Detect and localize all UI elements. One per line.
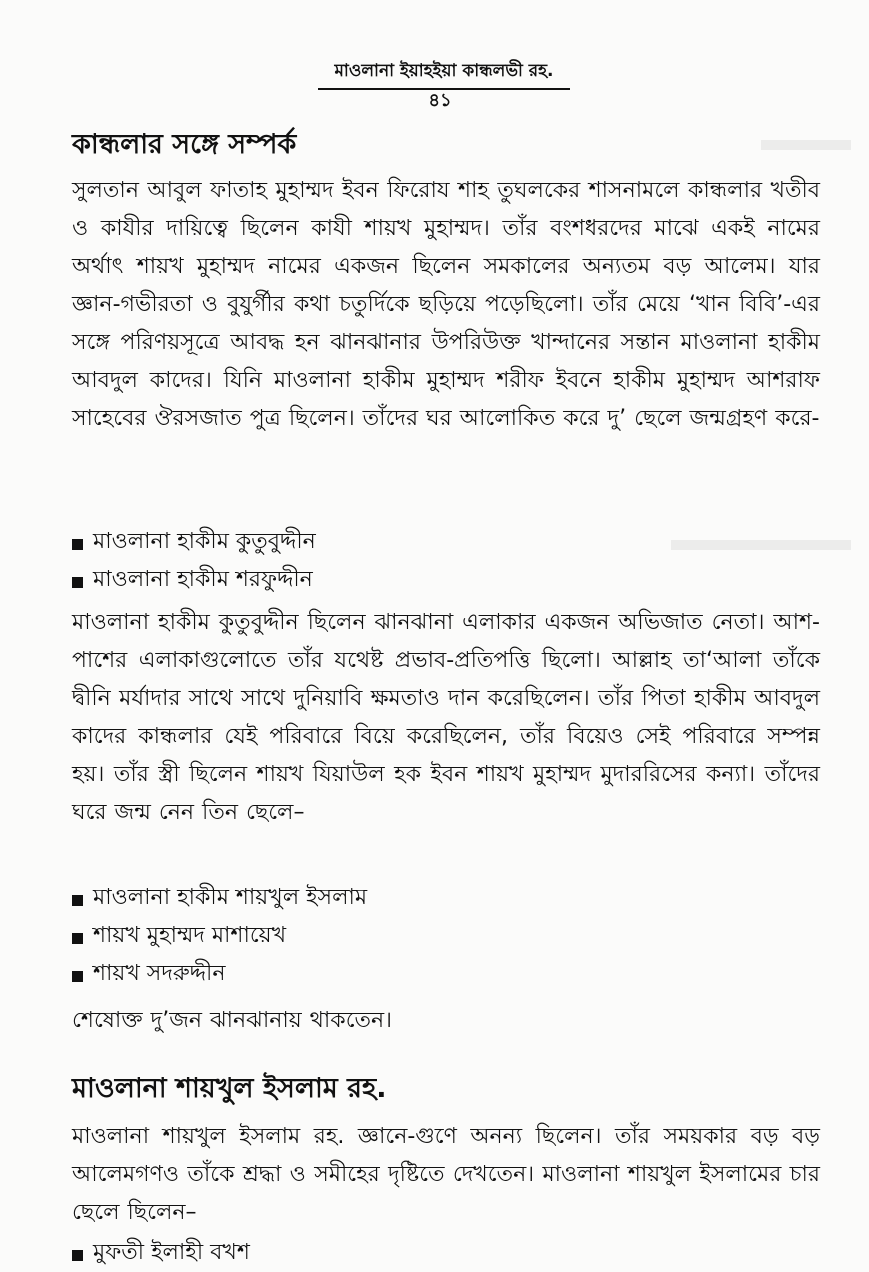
paragraph-closing-note: শেষোক্ত দু’জন ঝানঝানায় থাকতেন। [72,1008,393,1033]
sons-list-3 [72,1234,250,1272]
list-item [72,917,367,955]
list-item-text: মাওলানা হাকীম শায়খুল ইসলাম [93,885,368,910]
paragraph-qutubuddin: মাওলানা হাকীম কুতুবুদ্দীন ছিলেন ঝানঝানা এলাকার একজন অভিজাত নেতা। আশ-পাশের এলাকাগুলোতে তাঁর যথেষ্ট প্রভাব-প্রতিপত্তি ছিলো। আল্লাহ তা‘আলা তাঁকে দ্বীনি মর্যাদার সাথে সাথে দুনিয়াবি ক্ষমতাও দান করেছিলেন। তাঁর পিতা হাকীম আবদুল কাদের কান্ধলার যেই পরিবারে বিয়ে করেছিলেন, তাঁর বিয়েও সেই পরিবারে সম্পন্ন হয়। তাঁর স্ত্রী ছিলেন শায়খ যিয়াউল হক ইবন শায়খ মুহাম্মদ মুদাররিসের কন্যা। তাঁদের ঘরে জন্ম নেন তিন ছেলে– [72,610,820,825]
paragraph-shaykhul-islam: মাওলানা শায়খুল ইসলাম রহ. জ্ঞানে-গুণে অনন্য ছিলেন। তাঁর সময়কার বড় বড় আলেমগণও তাঁকে শ্রদ্ধা ও সমীহের দৃষ্টিতে দেখতেন। মাওলানা শায়খুল ইসলামের চার ছেলে ছিলেন– [72,1124,820,1225]
sons-list-2 [72,879,367,993]
list-item-text: মুফতী ইলাহী বখশ [93,1240,250,1265]
list-item-text: মাওলানা হাকীম কুতুবুদ্দীন [93,529,316,554]
list-item [72,523,316,561]
list-item-text: মাওলানা হাকীম শরফুদ্দীন [93,567,313,592]
paragraph-kandhla-lineage: সুলতান আবুল ফাতাহ মুহাম্মদ ইবন ফিরোয শাহ তুঘলকের শাসনামলে কান্ধলার খতীব ও কাযীর দায়িত্বে ছিলেন কাযী শায়খ মুহাম্মদ। তাঁর বংশধরদের মাঝে একই নামের অর্থাৎ শায়খ মুহাম্মদ নামের একজন ছিলেন সমকালের অন্যতম বড় আলেম। যার জ্ঞান-গভীরতা ও বুযুর্গীর কথা চতুর্দিকে ছড়িয়ে পড়েছিলো। তাঁর মেয়ে ‘খান বিবি’-এর সঙ্গে পরিণয়সূত্রে আবদ্ধ হন ঝানঝানার উপরিউক্ত খান্দানের সন্তান মাওলানা হাকীম আবদুল কাদের। যিনি মাওলানা হাকীম মুহাম্মদ শরীফ ইবনে হাকীম মুহাম্মদ আশরাফ সাহেবের ঔরসজাত পুত্র ছিলেন। তাঁদের ঘর আলোকিত করে দু’ ছেলে জন্মগ্রহণ করে- [72,178,820,431]
running-header: মাওলানা ইয়াহইয়া কান্ধলভী রহ. [318,58,570,90]
sons-list-1 [72,523,316,599]
bleed-through-shadow [671,540,851,550]
square-bullet-icon [72,895,83,906]
list-item [72,561,316,599]
list-item [72,955,367,993]
bleed-through-shadow [761,140,851,150]
square-bullet-icon [72,971,83,982]
square-bullet-icon [72,933,83,944]
list-item-text: শায়খ সদরুদ্দীন [93,961,226,986]
section-heading-kandhla: কান্ধলার সঙ্গে সম্পর্ক [72,129,297,160]
square-bullet-icon [72,539,83,550]
page-number: ৪১ [428,90,452,111]
square-bullet-icon [72,1250,83,1261]
section-heading-shaykhul-islam: মাওলানা শায়খুল ইসলাম রহ. [72,1073,387,1104]
list-item [72,879,367,917]
list-item [72,1234,250,1272]
list-item-text: শায়খ মুহাম্মদ মাশায়েখ [93,923,287,948]
square-bullet-icon [72,577,83,588]
